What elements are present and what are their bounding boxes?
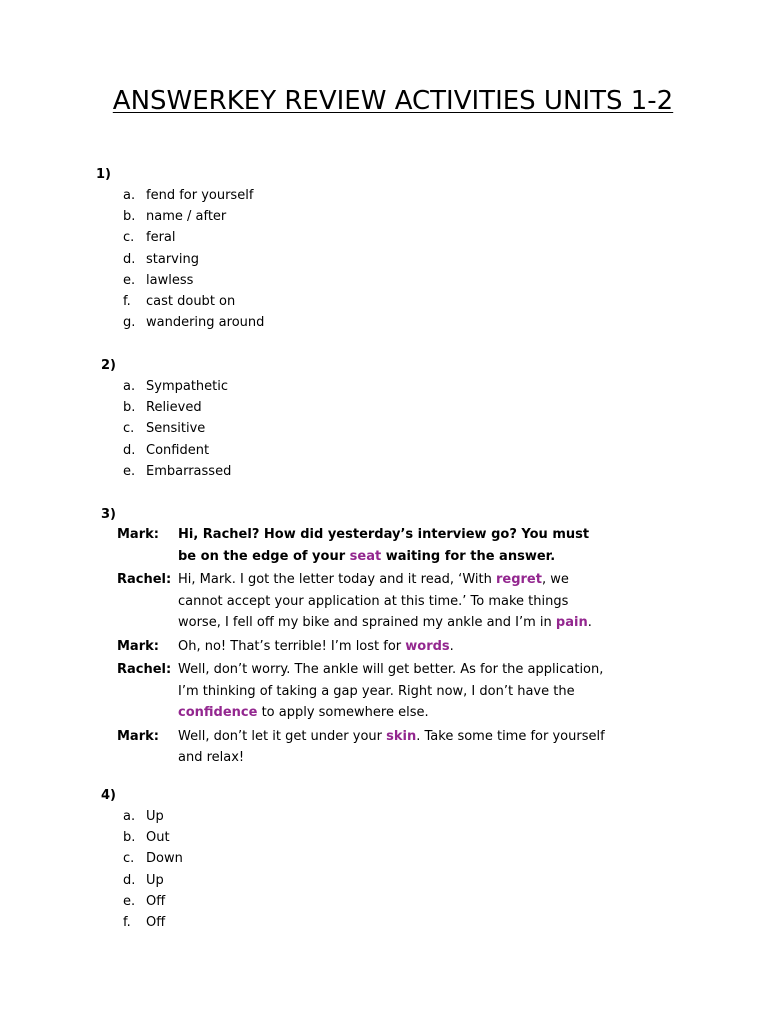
list-item	[123, 249, 264, 270]
list-item	[123, 397, 231, 418]
dialogue-row	[117, 659, 617, 724]
speech-part: . Take some time for yourself and relax!	[178, 728, 605, 765]
speech-part: Well, don’t let it get under your	[178, 728, 387, 744]
answer-word: confidence	[178, 705, 258, 720]
list-item	[123, 870, 183, 891]
question-number-2: 2)	[101, 358, 116, 373]
list-item	[123, 418, 231, 439]
item-text: Relieved	[146, 400, 202, 416]
answer-list-4	[123, 806, 183, 933]
item-text: fend for yourself	[146, 188, 254, 203]
item-text: Off	[146, 893, 166, 909]
item-letter: f.	[123, 293, 131, 309]
item-letter: e.	[123, 463, 136, 479]
dialogue-row	[117, 726, 617, 769]
list-item	[123, 891, 183, 912]
dialogue-row	[117, 636, 617, 658]
answer-list-1	[123, 185, 264, 333]
speaker-label: Rachel:	[117, 662, 172, 677]
speech-text	[178, 569, 608, 634]
document-title-text: ANSWERKEY REVIEW ACTIVITIES UNITS 1-2	[112, 86, 674, 116]
item-text: Embarrassed	[146, 463, 232, 479]
speech-text	[178, 524, 608, 567]
item-letter: f.	[123, 914, 131, 930]
item-letter: d.	[123, 872, 136, 888]
item-letter: b.	[123, 400, 136, 416]
list-item	[123, 848, 183, 869]
list-item	[123, 376, 231, 397]
speech-part: waiting for the answer.	[381, 548, 556, 564]
item-text: cast doubt on	[146, 293, 236, 309]
speaker-label: Mark:	[117, 638, 159, 654]
item-letter: a.	[123, 809, 136, 824]
item-text: lawless	[146, 272, 194, 288]
item-letter: g.	[123, 315, 136, 331]
item-letter: e.	[123, 893, 136, 909]
speech-part: Well, don’t worry. The ankle will get better. As for the application, I’m thinking of taking a gap year. Right now, I don’t have the	[178, 662, 604, 699]
speaker-label: Mark:	[117, 527, 159, 542]
answer-word: skin	[386, 728, 417, 744]
item-letter: b.	[123, 830, 136, 846]
speech-part: .	[449, 638, 454, 654]
dialogue-row	[117, 524, 617, 567]
answer-word: seat	[349, 548, 382, 564]
list-item	[123, 185, 264, 206]
answer-list-2	[123, 376, 231, 482]
answer-word: pain	[555, 615, 588, 630]
list-item	[123, 912, 183, 933]
item-letter: c.	[123, 851, 135, 867]
item-letter: e.	[123, 272, 136, 288]
speaker-label: Rachel:	[117, 572, 172, 587]
item-letter: c.	[123, 230, 135, 246]
item-text: Up	[146, 872, 164, 888]
speech-text	[178, 636, 608, 658]
list-item	[123, 312, 264, 333]
item-text: Up	[146, 809, 164, 824]
answer-word: regret	[495, 572, 542, 587]
speech-part: .	[587, 615, 592, 630]
list-item	[123, 270, 264, 291]
item-text: name / after	[146, 209, 227, 225]
item-letter: a.	[123, 379, 136, 394]
speech-part: , we cannot accept your application at this time.’ To make things worse, I fell off my bike and sprained my ankle and I’m in	[178, 572, 569, 630]
item-text: Out	[146, 830, 170, 846]
item-letter: d.	[123, 251, 136, 267]
answer-word: words	[405, 638, 450, 654]
speech-part: Hi, Mark. I got the letter today and it read, ‘With	[178, 572, 496, 587]
item-letter: a.	[123, 188, 136, 203]
dialogue-table	[117, 524, 617, 769]
item-text: Sympathetic	[146, 379, 229, 394]
list-item	[123, 827, 183, 848]
item-text: wandering around	[146, 315, 265, 331]
question-number-3: 3)	[101, 507, 116, 522]
list-item	[123, 806, 183, 827]
item-text: Sensitive	[146, 421, 206, 437]
speech-text	[178, 726, 608, 769]
speech-part: Oh, no! That’s terrible! I’m lost for	[178, 638, 406, 654]
item-text: Off	[146, 914, 166, 930]
document-title	[0, 84, 768, 118]
dialogue-row	[117, 569, 617, 634]
speech-part: to apply somewhere else.	[257, 705, 429, 720]
list-item	[123, 291, 264, 312]
speech-text	[178, 659, 608, 724]
list-item	[123, 461, 231, 482]
item-letter: c.	[123, 421, 135, 437]
item-text: Confident	[146, 442, 210, 458]
question-number-1: 1)	[96, 167, 111, 182]
list-item	[123, 206, 264, 227]
item-letter: b.	[123, 209, 136, 225]
speaker-label: Mark:	[117, 728, 159, 744]
speech-part: Hi, Rachel? How did yesterday’s interview go? You must be on the edge of your	[178, 527, 590, 564]
item-text: feral	[146, 230, 176, 246]
question-number-4: 4)	[101, 788, 116, 803]
item-letter: d.	[123, 442, 136, 458]
list-item	[123, 227, 264, 248]
item-text: starving	[146, 251, 199, 267]
item-text: Down	[146, 851, 183, 867]
list-item	[123, 440, 231, 461]
